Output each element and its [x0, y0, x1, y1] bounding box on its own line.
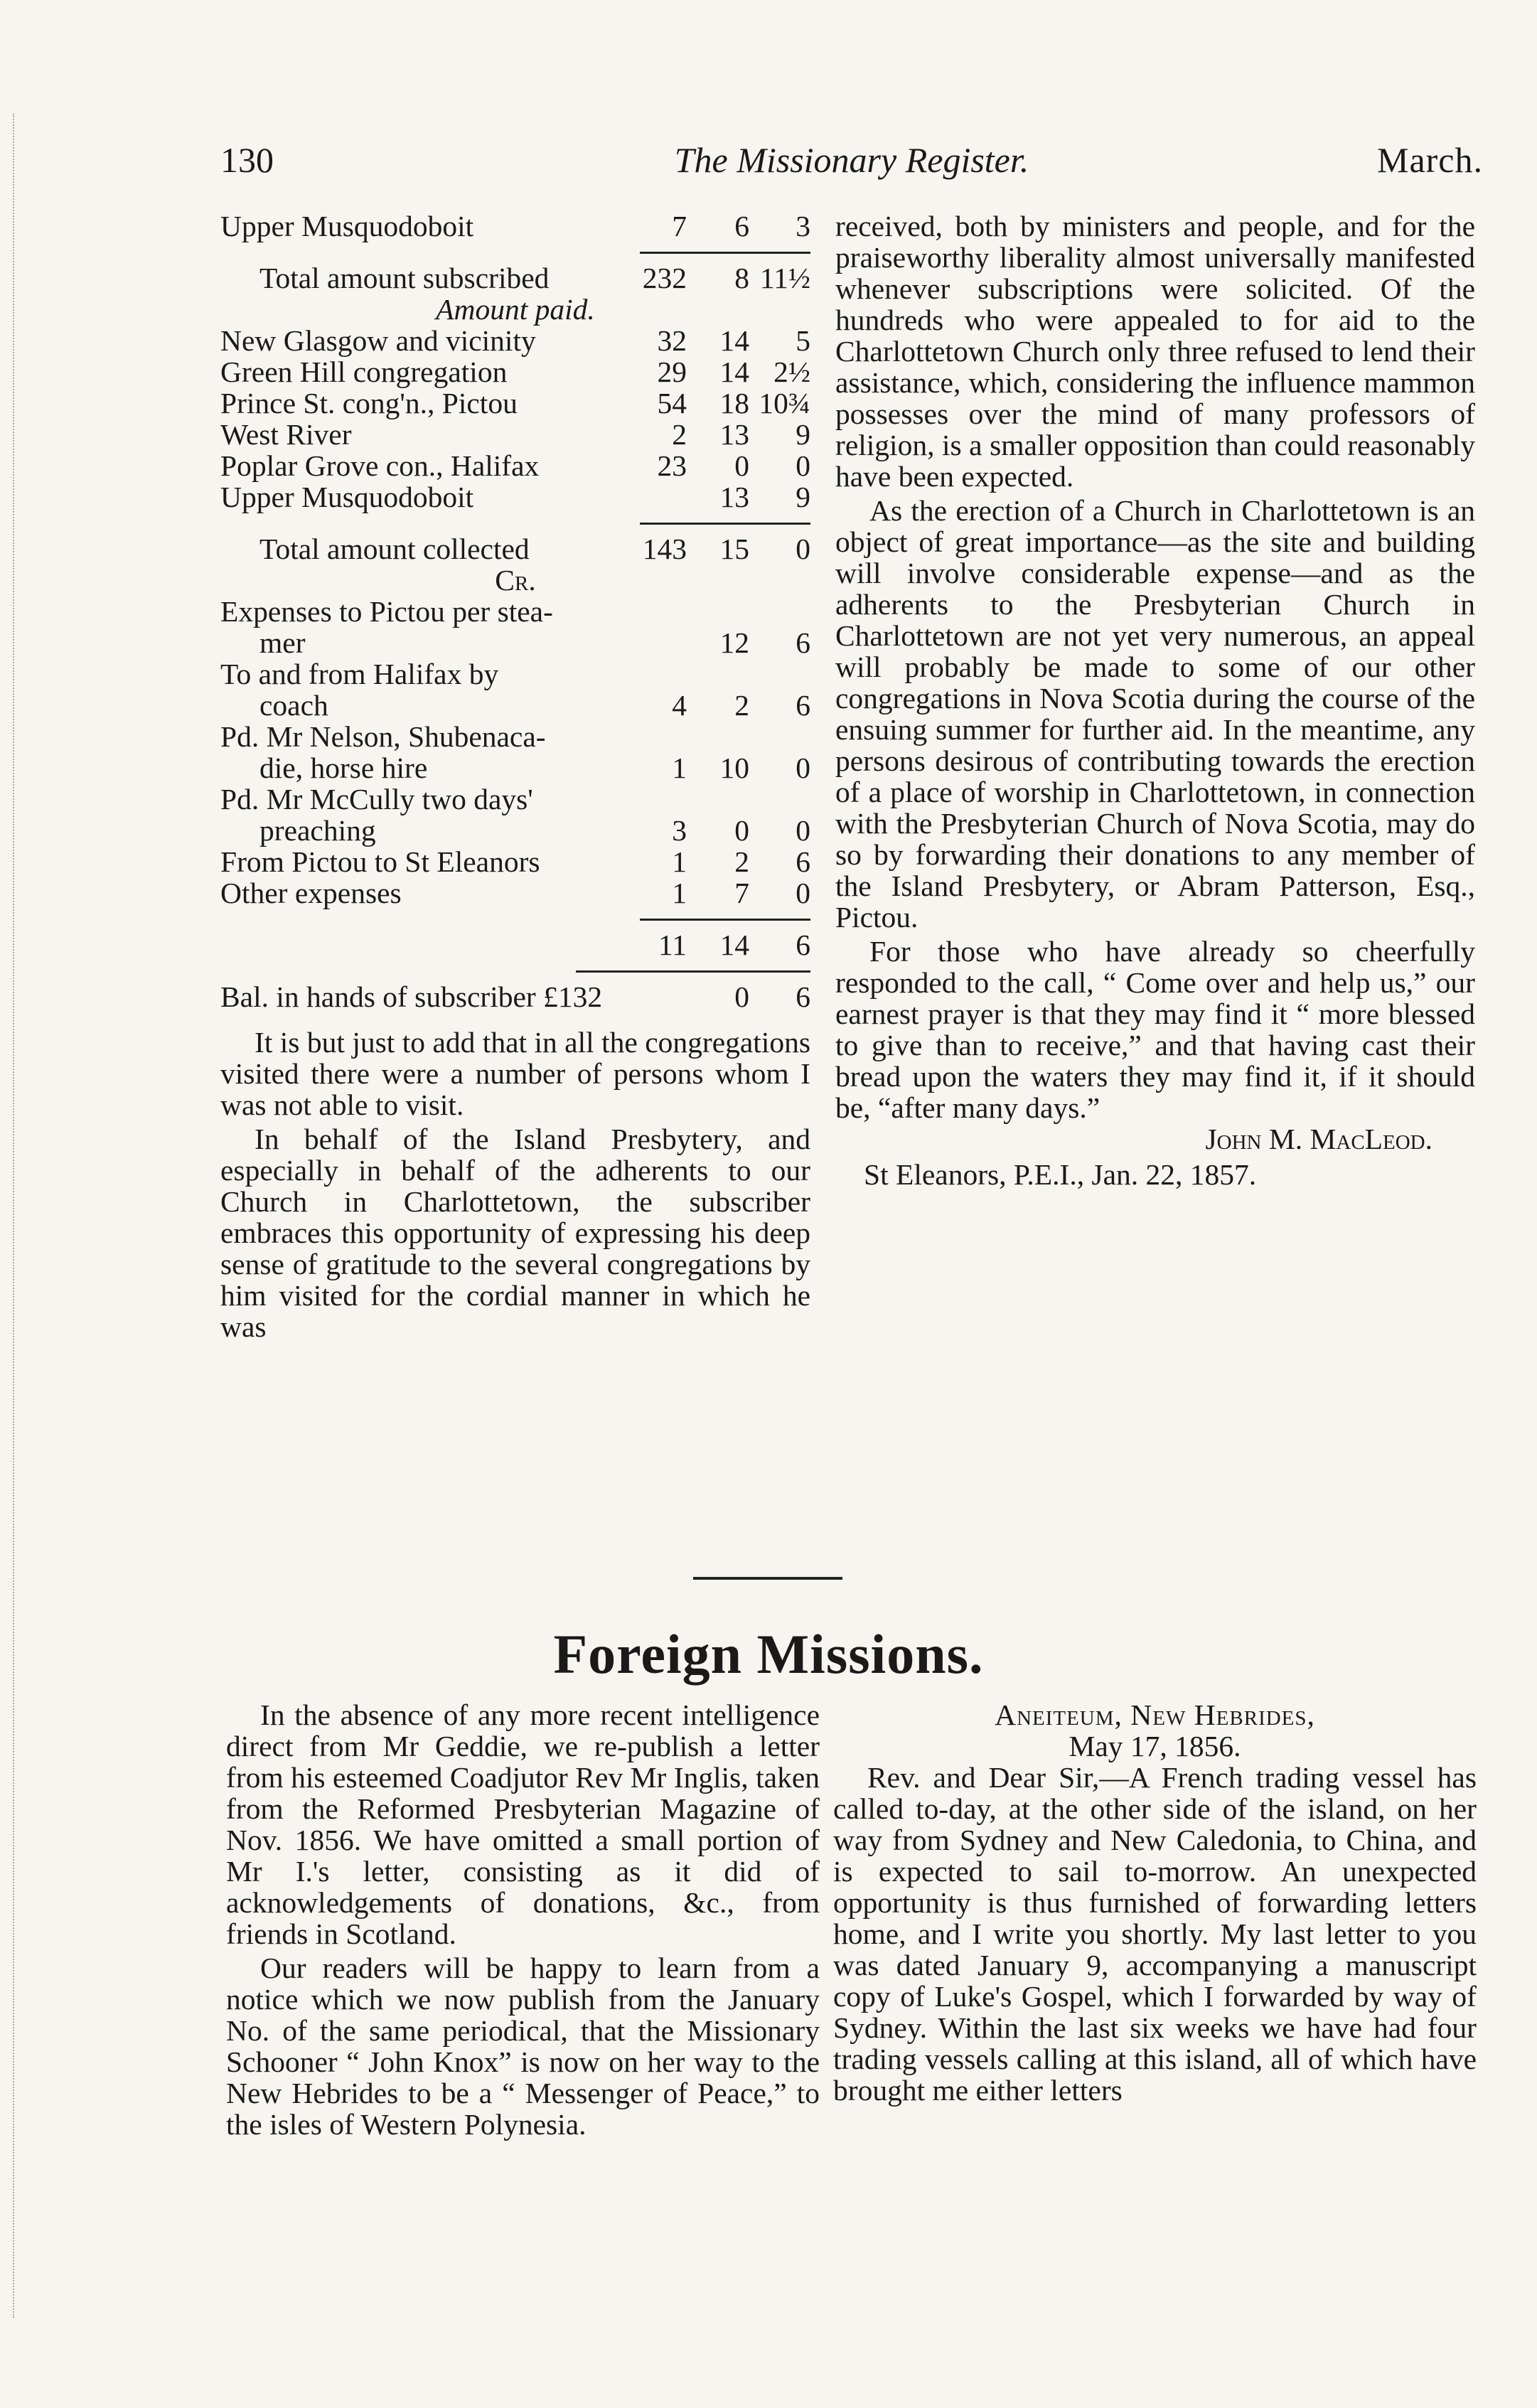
letter-date: May 17, 1856.: [1069, 1730, 1241, 1762]
header-month: March.: [1377, 140, 1483, 180]
sum-rule: [640, 919, 810, 921]
amount-paid-heading: Amount paid.: [436, 293, 595, 326]
paragraph: In the absence of any more recent intelligence direct from Mr Geddie, we re-publish a letter from his esteemed Coadjutor Rev Mr Inglis, taken from the Reformed Presbyterian Magazine of Nov. 1856. We have omitted a small portion of Mr I.'s letter, consisting as it did of acknowledgements of donations, &c., from friends in Scotland.: [226, 1698, 820, 1950]
paid-row: Upper Musquodoboit 13 9: [220, 481, 810, 513]
paragraph: For those who have already so cheerfully responded to the call, “ Come over and help us,” our earnest prayer is that they may find it “ more blessed to give than to receive,” and that having cast their bread upon the waters they may find it, if it should be, “after many days.”: [835, 935, 1475, 1124]
margin-binding-marks: [13, 114, 43, 2318]
total-subscribed-row: Total amount subscribed 232 8 11½: [259, 262, 810, 294]
expense-item: Pd. Mr McCully two days' preaching 3 0 0: [220, 783, 810, 847]
paragraph: Our readers will be happy to learn from a notice which we now publish from the January No. of the same periodical, that the Missionary Schooner “ John Knox” is now on her way to the New Hebrides to be a “ Messenger of Peace,” to the isles of Western Polynesia.: [226, 1952, 820, 2141]
paid-row: New Glasgow and vicinity 32 14 5: [220, 324, 810, 357]
right-column: [835, 210, 1475, 1190]
expense-item: Pd. Mr Nelson, Shubenaca- die, horse hire 1 10 0: [220, 720, 810, 784]
journal-title: The Missionary Register.: [674, 140, 1029, 180]
total-collected-row: Total amount collected 143 15 0: [259, 533, 810, 565]
expense-row: Other expenses 1 7 0: [220, 877, 810, 909]
section-title: Foreign Missions.: [553, 1623, 984, 1685]
paid-row: Prince St. cong'n., Pictou 54 18 10¾: [220, 387, 810, 419]
foreign-right-column: [833, 1699, 1477, 2106]
running-header: [220, 139, 1483, 189]
sum-rule: [640, 523, 810, 525]
foreign-left-column: [226, 1699, 820, 2140]
paragraph: Rev. and Dear Sir,—A French trading vessel has called to-day, at the other side of the island, on her way from Sydney and New Caledonia, to China, and is expected to sail to-morrow. An unexpected opportunity is thus furnished of forwarding letters home, and I write you shortly. My last letter to you was dated January 9, accompanying a manuscript copy of Luke's Gospel, which I forwarded by way of Sydney. Within the last six weeks we have had four trading vessels calling at this island, all of which have brought me either letters: [833, 1761, 1477, 2107]
paragraph: As the erection of a Church in Charlottetown is an object of great importance—as the site and building will involve considerable expense—and as the adherents to the Presbyterian Church in Charlottetown are not yet very numerous, an appeal will probably be made to some of our other congregations in Nova Scotia during the course of the ensuing summer for further aid. In the meantime, any persons desirous of contributing towards the erection of a place of worship in Charlottetown, in connection with the Presbyterian Church of Nova Scotia, may do so by forwarding their donations to any member of the Island Presbytery, or Abram Patterson, Esq., Pictou.: [835, 494, 1475, 933]
paid-row: Green Hill congregation 29 14 2½: [220, 355, 810, 388]
expense-item: To and from Halifax by coach 4 2 6: [220, 658, 810, 722]
left-column: [220, 210, 810, 1342]
sum-rule: [640, 252, 810, 254]
paid-row: Poplar Grove con., Halifax 23 0 0: [220, 449, 810, 482]
page-number: 130: [220, 140, 274, 180]
dateline: St Eleanors, P.E.I., Jan. 22, 1857.: [864, 1158, 1257, 1191]
cr-heading: Cr.: [495, 564, 536, 596]
expense-item: Expenses to Pictou per stea- mer 12 6: [220, 595, 810, 659]
signature: John M. MacLeod.: [1205, 1123, 1432, 1155]
sum-rule: [576, 970, 810, 973]
paragraph: received, both by ministers and people, and for the praiseworthy liberality almost universally manifested whenever subscriptions were solicited. Of the hundreds who were appealed to for aid to the Charlottetown Church only three refused to lend their assistance, which, considering the influence mammon possesses over the mind of many professors of religion, is a smaller opposition than could reasonably have been expected.: [835, 210, 1475, 493]
section-divider: [693, 1577, 842, 1580]
paragraph: It is but just to add that in all the congregations visited there were a number of persons whom I was not able to visit.: [220, 1026, 810, 1121]
expense-row: From Pictou to St Eleanors 1 2 6: [220, 845, 810, 878]
paragraph: In behalf of the Island Presbytery, and especially in behalf of the adherents to our Church in Charlottetown, the subscriber embraces this opportunity of expressing his deep sense of gratitude to the several congregations by him visited for the cordial manner in which he was: [220, 1123, 810, 1343]
account-row: Upper Musquodoboit 7 6 3: [220, 210, 810, 242]
paid-row: West River 2 13 9: [220, 418, 810, 451]
letter-place: Aneiteum, New Hebrides,: [995, 1698, 1315, 1731]
balance-row: Bal. in hands of subscriber £132 0 6: [220, 980, 810, 1013]
expense-total-row: 11 14 6: [658, 929, 810, 961]
